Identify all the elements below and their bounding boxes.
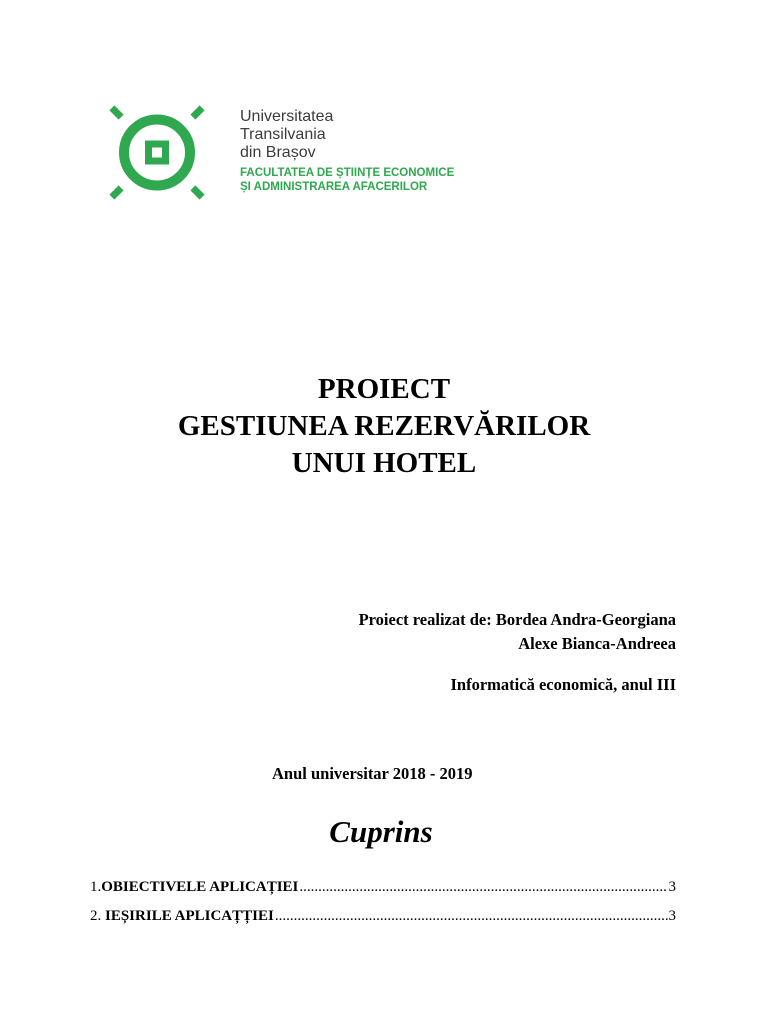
university-name-line-1: Universitatea (240, 108, 334, 125)
toc-entry-page: 3 (668, 908, 676, 924)
toc-entry[interactable] (90, 908, 676, 937)
project-title (0, 371, 768, 482)
university-name-line-3: din Brașov (240, 144, 316, 161)
toc-entry-label: OBIECTIVELE APLICAȚIEI (101, 879, 299, 895)
university-logo (108, 105, 468, 200)
toc-entry-label: IEȘIRILE APLICAȚȚIEI (105, 908, 274, 924)
university-emblem-icon (108, 105, 206, 200)
author-name-1: Bordea Andra-Georgiana (495, 610, 676, 629)
authors-block (359, 608, 676, 656)
toc-heading: Cuprins (329, 814, 433, 849)
title-line-1: PROIECT (317, 373, 451, 405)
authors-prefix: Proiect realizat de: (358, 610, 496, 629)
title-line-2: GESTIUNEA REZERVĂRILOR (177, 410, 591, 442)
toc-entry-number: 1. (90, 879, 102, 895)
authors-line-1 (359, 608, 676, 632)
faculty-name-line-2: ȘI ADMINISTRAREA AFACERILOR (240, 181, 428, 193)
toc-dot-leader (299, 879, 667, 896)
table-of-contents (90, 879, 676, 937)
author-name-2: Alexe Bianca-Andreea (518, 634, 676, 653)
logo-text (240, 108, 454, 194)
toc-entry-page: 3 (668, 879, 676, 895)
toc-entry-number: 2. (90, 908, 105, 924)
faculty-name-line-1: FACULTATEA DE ȘTIINȚE ECONOMICE (240, 167, 455, 179)
specialization: Informatică economică, anul III (450, 675, 676, 694)
title-line-3: UNUI HOTEL (291, 447, 477, 479)
toc-dot-leader (275, 908, 668, 925)
academic-year: Anul universitar 2018 - 2019 (272, 764, 473, 783)
university-name-line-2: Transilvania (240, 126, 326, 143)
toc-entry[interactable] (90, 879, 676, 908)
